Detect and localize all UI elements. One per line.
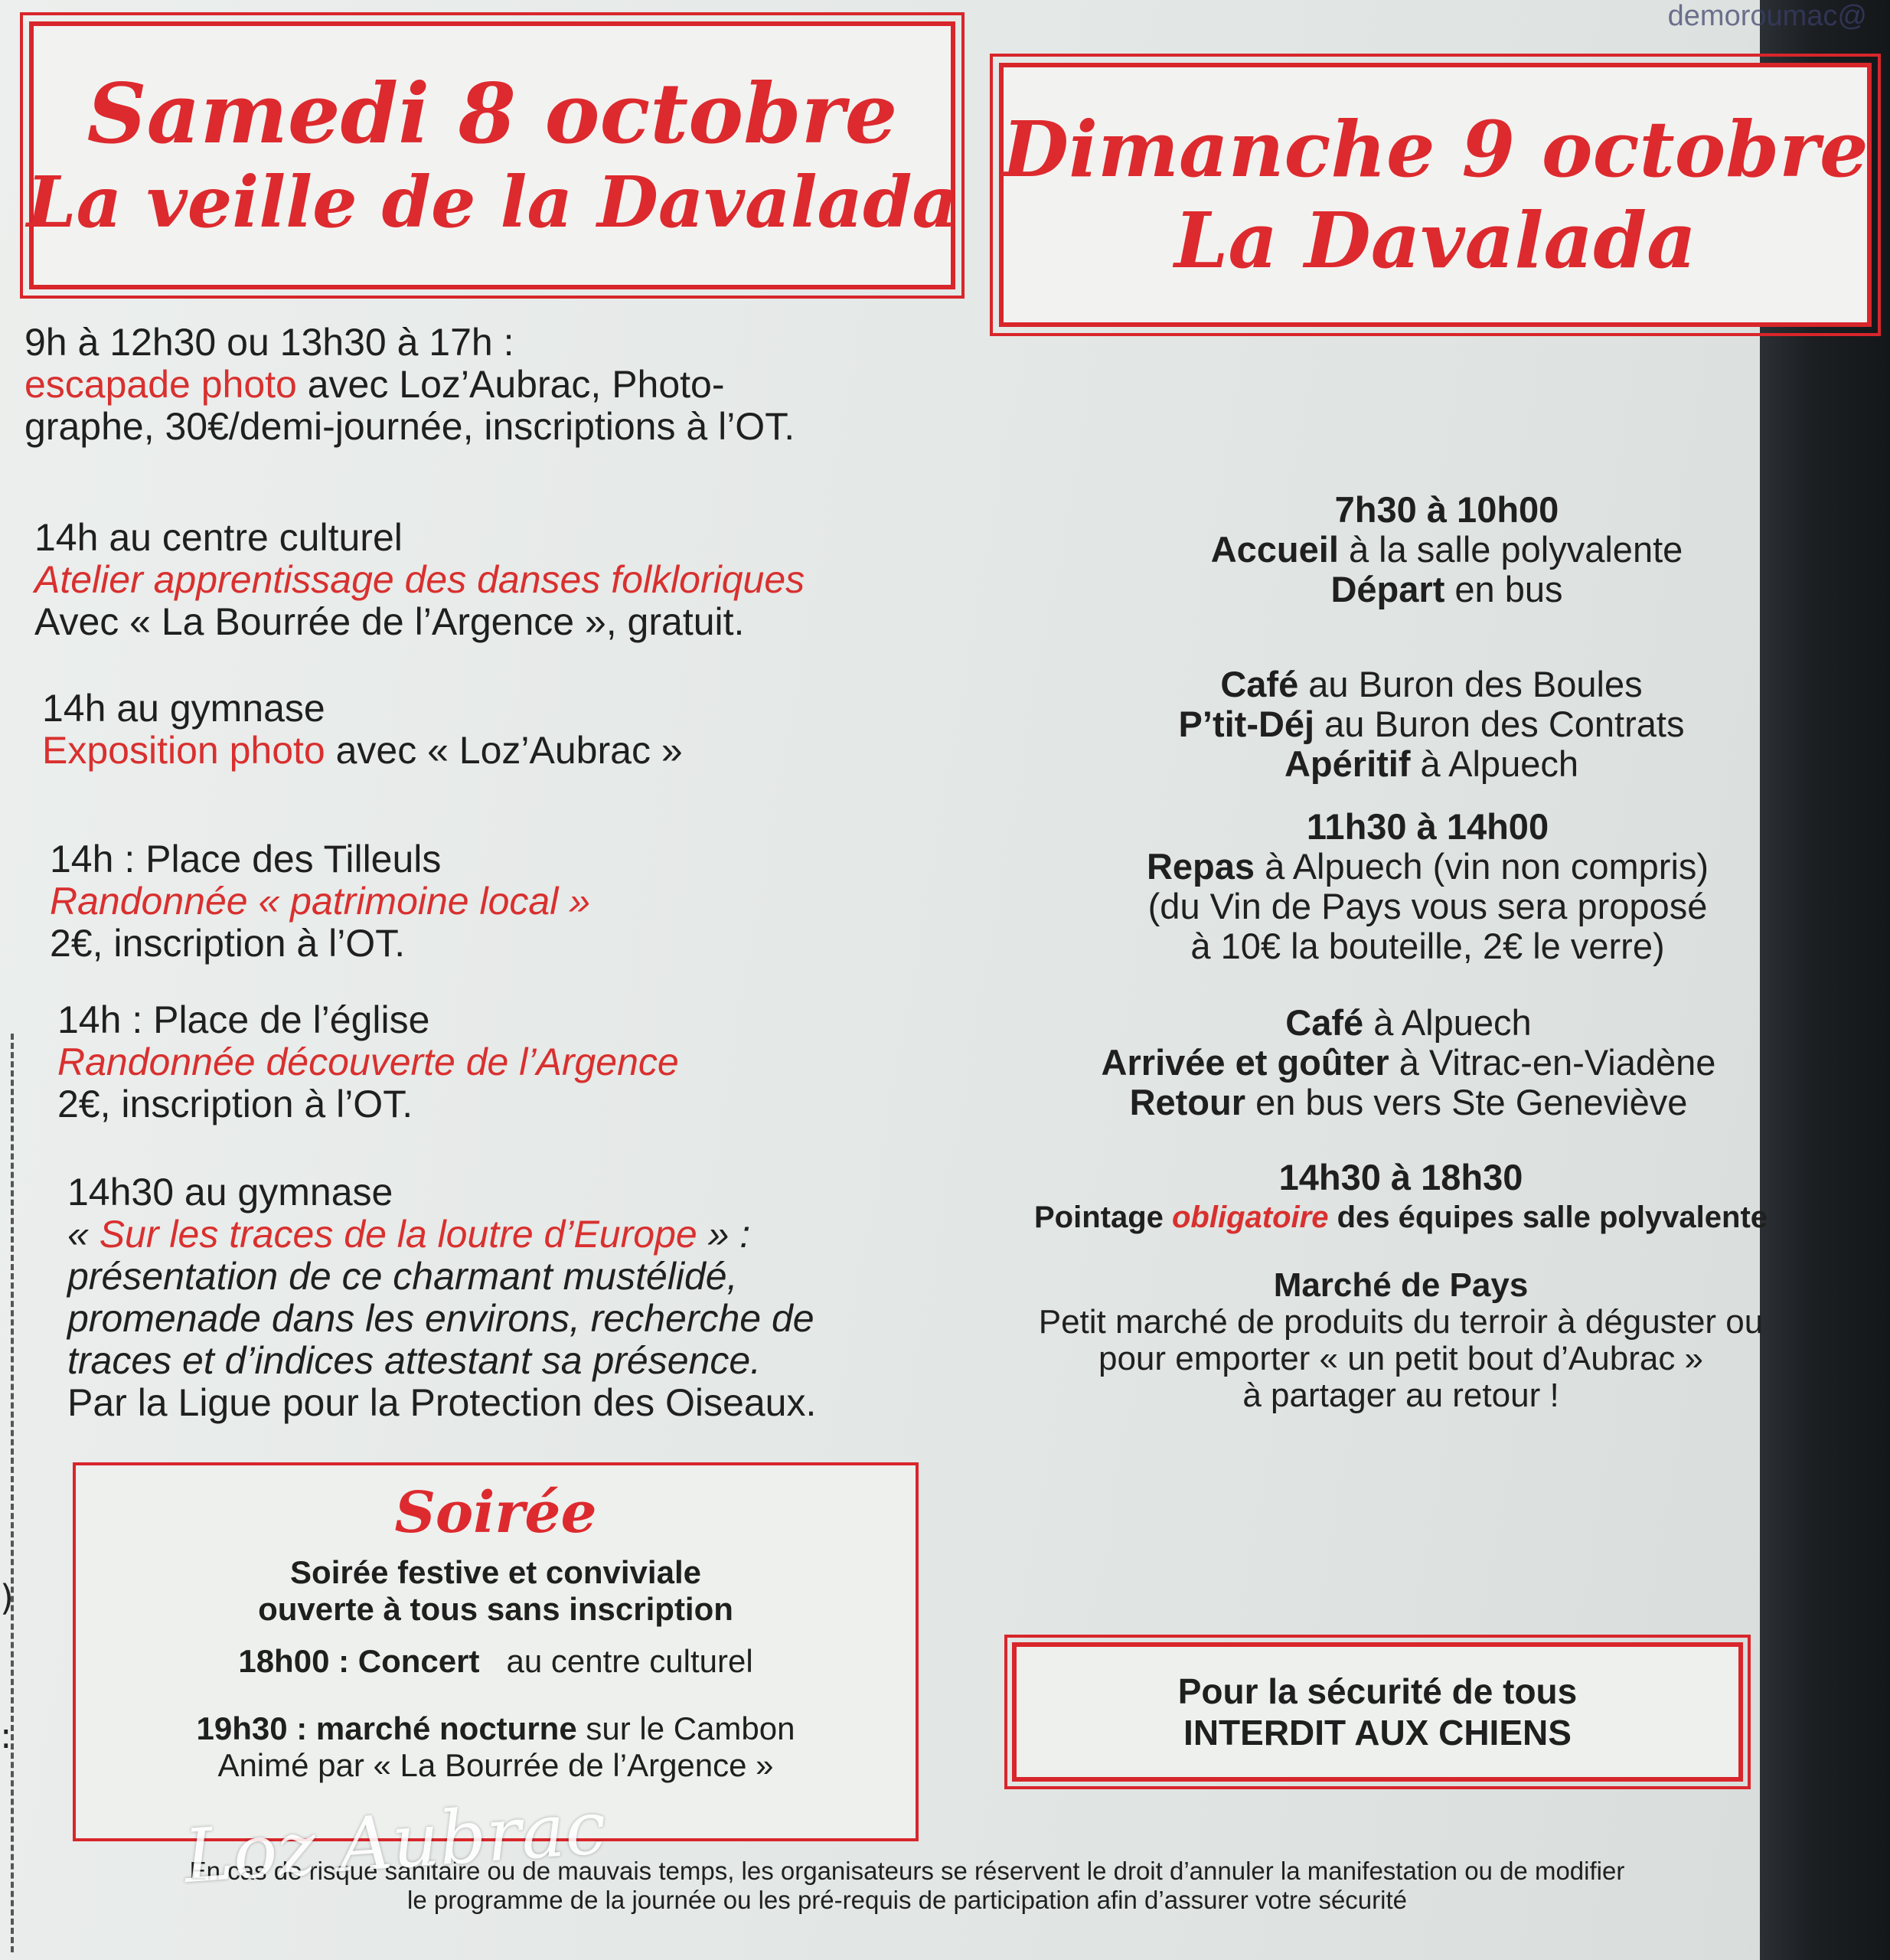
saturday-title: Samedi 8 octobre: [87, 66, 898, 162]
sunday-marche-block: Marché de Pays Petit marché de produits du terroir à déguster ou pour emporter « un petit bout d’Aubrac » à partager au retour !: [1038, 1266, 1764, 1414]
sunday-title-box: [999, 63, 1872, 327]
page-margin-dashes: [11, 1034, 14, 1952]
sunday-repas-block: 11h30 à 14h00 Repas à Alpuech (vin non compris) (du Vin de Pays vous sera proposé à 10€ la bouteille, 2€ le verre): [1146, 806, 1709, 966]
sunday-accueil-block: 7h30 à 10h00 Accueil à la salle polyvalente Départ en bus: [1210, 489, 1683, 609]
soiree-title: Soirée: [394, 1480, 597, 1546]
program-item-randonnee-argence: 14h : Place de l’église Randonnée découverte de l’Argence 2€, inscription à l’OT.: [57, 998, 679, 1125]
saturday-subtitle: La veille de la Davalada: [26, 161, 958, 244]
saturday-title-box: [26, 21, 958, 289]
sunday-retour-block: Café à Alpuech Arrivée et goûter à Vitrac-en-Viadène Retour en bus vers Ste Geneviève: [1101, 1002, 1716, 1122]
sunday-pauses-block: Café au Buron des Boules P’tit-Déj au Buron des Contrats Apéritif à Alpuech: [1178, 664, 1685, 784]
program-item-randonnee-patrimoine: 14h : Place des Tilleuls Randonnée « patrimoine local » 2€, inscription à l’OT.: [50, 838, 591, 965]
program-item-escapade: 9h à 12h30 ou 13h30 à 17h : escapade photo avec Loz’Aubrac, Photo- graphe, 30€/demi-journée, inscriptions à l’OT.: [24, 321, 795, 448]
footer-disclaimer: En cas de risque sanitaire ou de mauvais temps, les organisateurs se réservent le droit d’annuler la manifestation ou de modifier le programme de la journée ou les pré-requis de participation afin d’assurer votre sécurité: [189, 1857, 1625, 1914]
program-item-exposition: 14h au gymnase Exposition photo avec « Loz’Aubrac »: [42, 687, 683, 772]
screen-edge-text: demoroumac@: [1667, 0, 1867, 32]
security-notice-box: Pour la sécurité de tous INTERDIT AUX CHIENS: [1012, 1642, 1743, 1782]
soiree-box: Soirée Soirée festive et conviviale ouverte à tous sans inscription 18h00 : Concert au centre culturel 19h30 : marché nocturne sur le Cambon Animé par « La Bourrée de l’Argence »: [73, 1462, 919, 1841]
program-item-atelier: 14h au centre culturel Atelier apprentissage des danses folkloriques Avec « La Bourrée de l’Argence », gratuit.: [34, 516, 805, 643]
left-edge-mark: ): [0, 1577, 14, 1619]
sunday-title: Dimanche 9 octobre: [1002, 103, 1869, 194]
watermark-signature: Loz Aubrac: [181, 1784, 609, 1900]
sunday-pointage-block: 14h30 à 18h30 Pointage obligatoire des équipes salle polyvalente: [1033, 1157, 1768, 1234]
sunday-subtitle: La Davalada: [1174, 194, 1696, 286]
program-item-loutre: 14h30 au gymnase « Sur les traces de la loutre d’Europe » : présentation de ce charmant mustélidé, promenade dans les environs, recherche de traces et d’indices attestant sa présence. Par la Ligue pour la Protection des Oiseaux.: [67, 1171, 817, 1424]
left-edge-mark: :: [0, 1715, 12, 1756]
